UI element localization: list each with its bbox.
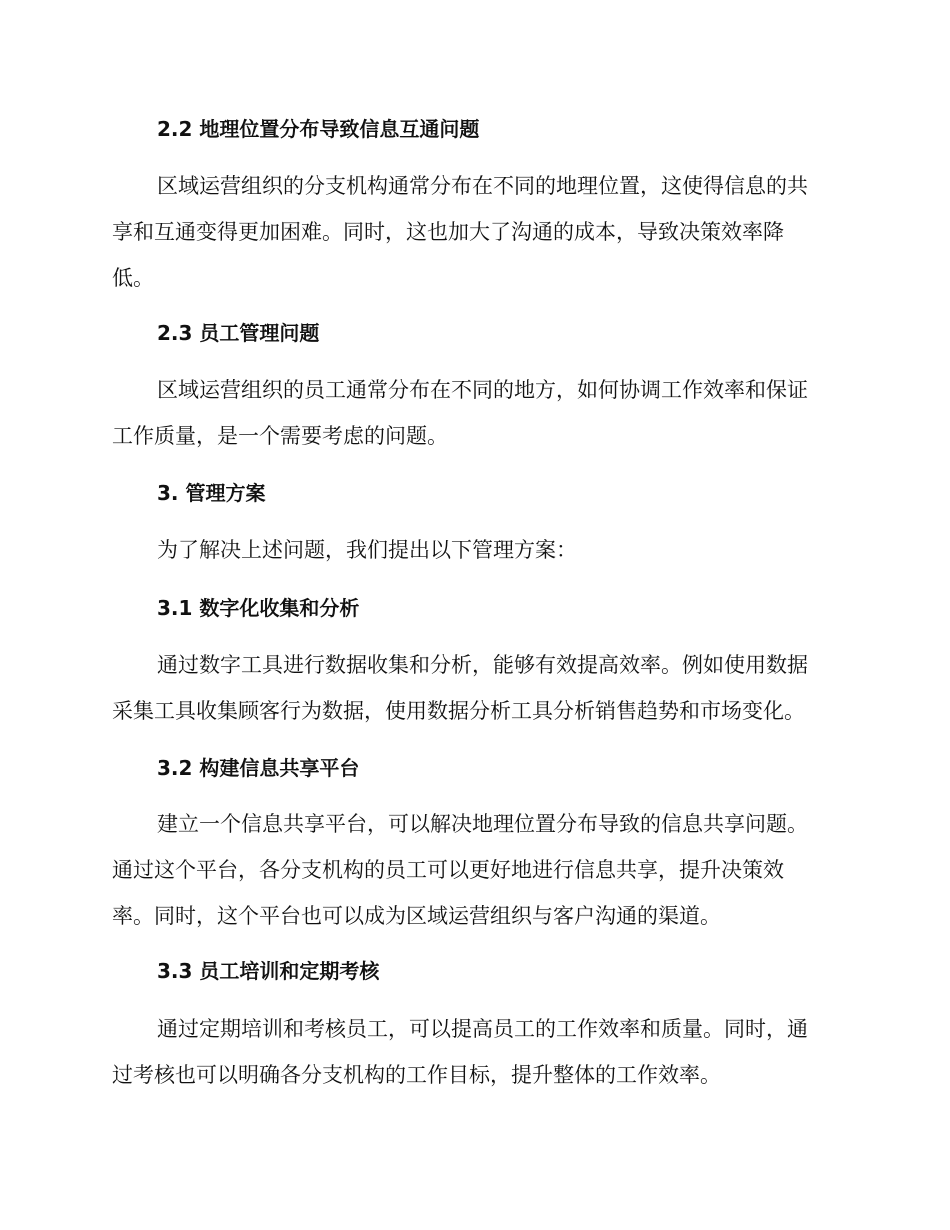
- paragraph-line: 区域运营组织的分支机构通常分布在不同的地理位置，这使得信息的共: [157, 174, 808, 198]
- section-paragraph-3-2: [112, 801, 832, 939]
- paragraph-line: 建立一个信息共享平台，可以解决地理位置分布导致的信息共享问题。: [157, 812, 808, 836]
- section-paragraph-3-1: [112, 642, 832, 734]
- paragraph-line: 享和互通变得更加困难。同时，这也加大了沟通的成本，导致决策效率降: [112, 220, 784, 244]
- paragraph-line: 工作质量，是一个需要考虑的问题。: [112, 424, 448, 448]
- section-heading-3-1: 3.1 数字化收集和分析: [157, 596, 360, 620]
- section-paragraph-2-2: [112, 163, 832, 301]
- paragraph-line: 为了解决上述问题，我们提出以下管理方案：: [157, 538, 577, 562]
- paragraph-line: 低。: [112, 266, 154, 290]
- paragraph-line: 通过这个平台，各分支机构的员工可以更好地进行信息共享，提升决策效: [112, 858, 784, 882]
- section-paragraph-3: [112, 527, 832, 573]
- section-paragraph-3-3: [112, 1006, 832, 1098]
- paragraph-line: 率。同时，这个平台也可以成为区域运营组织与客户沟通的渠道。: [112, 904, 721, 928]
- section-paragraph-2-3: [112, 367, 832, 459]
- section-heading-3-3: 3.3 员工培训和定期考核: [157, 959, 380, 983]
- paragraph-line: 通过数字工具进行数据收集和分析，能够有效提高效率。例如使用数据: [157, 653, 808, 677]
- paragraph-line: 通过定期培训和考核员工，可以提高员工的工作效率和质量。同时，通: [157, 1017, 808, 1041]
- section-heading-3: 3. 管理方案: [157, 481, 266, 505]
- paragraph-line: 过考核也可以明确各分支机构的工作目标，提升整体的工作效率。: [112, 1063, 721, 1087]
- section-heading-2-2: 2.2 地理位置分布导致信息互通问题: [157, 117, 480, 141]
- section-heading-3-2: 3.2 构建信息共享平台: [157, 756, 360, 780]
- paragraph-line: 区域运营组织的员工通常分布在不同的地方，如何协调工作效率和保证: [157, 378, 808, 402]
- paragraph-line: 采集工具收集顾客行为数据，使用数据分析工具分析销售趋势和市场变化。: [112, 699, 805, 723]
- section-heading-2-3: 2.3 员工管理问题: [157, 321, 320, 345]
